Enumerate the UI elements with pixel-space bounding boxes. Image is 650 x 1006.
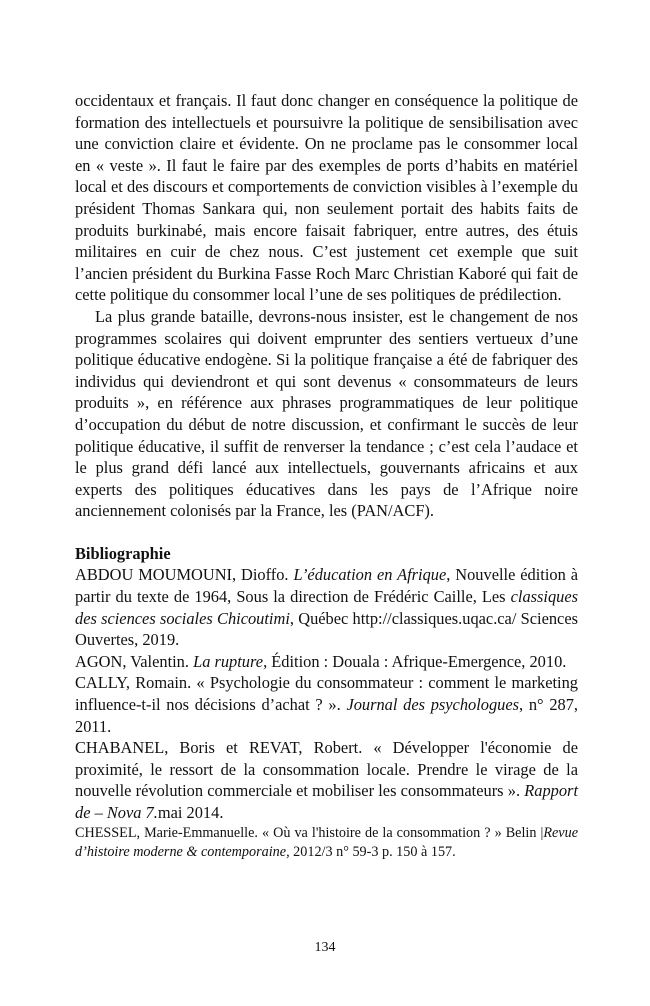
entry-text: ABDOU MOUMOUNI, Dioffo. xyxy=(75,565,294,585)
body-paragraph-1: occidentaux et français. Il faut donc changer en conséquence la politique de formation des intellectuels et poursuivre la politique de sensibilisation avec une conviction claire et évidente. On ne proclame pas le consommer local en « veste ». Il faut le faire par des exemples de ports d’habits en matériel local et des discours et comportements de conviction visibles à l’exemple du président Thomas Sankara qui, non seulement portait des habits faits de produits burkinabé, mais encore faisait fabriquer, entre autres, des étuis militaires en cuir de chez nous. C’est justement cet exemple que suit l’ancien président du Burkina Fasse Roch Marc Christian Kaboré qui fait de cette politique du consommer local l’une de ses politiques de prédilection. xyxy=(75,91,578,305)
entry-title: Journal des psychologues xyxy=(346,695,520,715)
bibliography-entry xyxy=(75,737,578,823)
entry-title: Rapport de – Nova 7. xyxy=(75,781,578,822)
entry-text: , Édition : Douala : Afrique-Emergence, 2010. xyxy=(263,651,567,671)
entry-title: L’éducation en Afrique xyxy=(293,565,447,585)
entry-text: CHABANEL, Boris et REVAT, Robert. « Développer l'économie de proximité, le ressort de la consommation locale. Prendre le virage de la nouvelle révolution commerciale et mobiliser les consommateurs ». xyxy=(75,738,578,801)
body-paragraph-2: La plus grande bataille, devrons-nous insister, est le changement de nos programmes scolaires qui doivent emprunter des sentiers vertueux d’une politique éducative endogène. Si la politique française a été de fabriquer des individus qui deviendront et qui sont devenus « consommateurs de leurs produits », en référence aux phrases programmatiques de leur politique d’occupation du début de notre discussion, et confirmant le succès de leur politique éducative, il suffit de renverser la tendance ; c’est cela l’audace et le plus grand défi lancé aux intellectuels, gouvernants africains et aux experts des politiques éducatives dans les pays de l’Afrique noire anciennement colonisés par la France, les (PAN/ACF). xyxy=(75,306,578,521)
page-number: 134 xyxy=(314,940,336,955)
bibliography-entry xyxy=(75,651,578,673)
bibliography-entry xyxy=(75,564,578,650)
entry-text: 2012/3 n° 59-3 p. 150 à 157. xyxy=(289,843,456,860)
bibliography-entry xyxy=(75,672,578,737)
page-body xyxy=(75,90,578,862)
entry-text: , Québec http://classiques.uqac.ca/ Sciences Ouvertes, 2019. xyxy=(75,608,578,650)
entry-text: mai 2014. xyxy=(157,803,224,822)
entry-text: CALLY, Romain. « Psychologie du consommateur : comment le marketing influence-t-il nos décisions d’achat ? ». xyxy=(75,673,578,715)
entry-title: Revue d’histoire moderne & contemporaine, xyxy=(75,824,578,860)
entry-text: , Nouvelle édition à partir du texte de 1964, Sous la direction de Frédéric Caille, Les xyxy=(75,565,578,607)
bibliography-heading: Bibliographie xyxy=(75,543,171,563)
entry-text: AGON, Valentin. xyxy=(75,651,194,671)
bibliography-entry xyxy=(75,824,578,862)
entry-title: classiques des sciences sociales Chicoutimi xyxy=(75,587,578,628)
entry-text: , n° 287, 2011. xyxy=(75,695,578,736)
entry-title: La rupture xyxy=(193,651,264,671)
entry-text: CHESSEL, Marie-Emmanuelle. « Où va l'histoire de la consommation ? » Belin | xyxy=(75,824,544,841)
